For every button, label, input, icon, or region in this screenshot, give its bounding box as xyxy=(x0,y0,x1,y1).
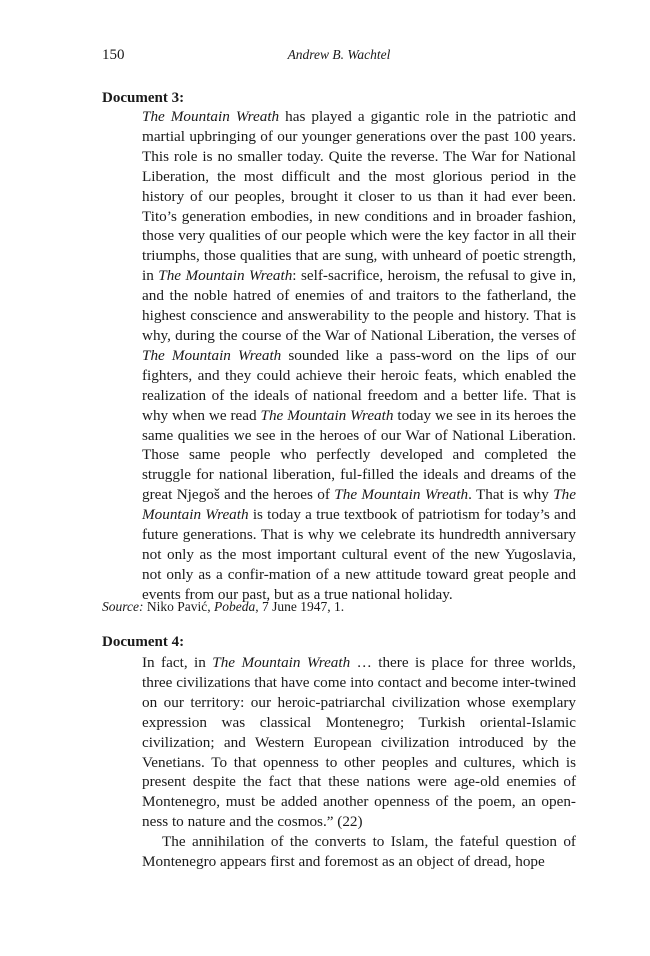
italic-title-run: The Mountain Wreath xyxy=(260,406,394,424)
italic-title-run: Pobeda xyxy=(213,599,256,614)
running-head-author: Andrew B. Wachtel xyxy=(287,47,391,62)
document-3-heading: Document 3: xyxy=(102,90,185,106)
italic-title-run: Source: xyxy=(102,599,144,614)
text-run: has played a gigantic role in the patriotic and martial upbringing of our younger generations over the past 100 years. This role is no smaller today. Quite the reverse. The War for National Liberation, the most difficult and the most glorious period in the history of our peoples, brought it closer to us than it had ever been. Tito’s generation embodies, in new conditions and in broader fashion, those very qualities of our people which were the key factor in all their triumphs, those qualities that are sung, with unheard of poetic strength, in xyxy=(142,108,576,285)
text-run: today we see in its heroes the same qualities we see in the heroes of our War of National Liberation. Those same people who perfectly developed and completed the struggle for national liberation, ful-filled the ideals and dreams of the great Njegoš and the heroes of xyxy=(142,406,576,504)
italic-title-run: The Mountain Wreath xyxy=(212,654,351,671)
text-run: : self-sacrifice, heroism, the refusal to give in, and the noble hatred of enemies of and traitors to the fatherland, the highest conscience and answerability to the people and history. That is why, during the course of the War of National Liberation, the verses of xyxy=(142,267,576,344)
running-head xyxy=(102,47,576,69)
document-4-heading: Document 4: xyxy=(102,634,185,650)
document-4-paragraph-1 xyxy=(142,653,576,832)
document-4-quote xyxy=(142,653,576,872)
text-run: The annihilation of the converts to Islam, the fateful question of Montenegro appears first and foremost as an object of dread, hope xyxy=(142,833,576,871)
italic-title-run: The Mountain Wreath xyxy=(142,486,576,524)
text-run: is today a true textbook of patriotism for today’s and future generations. That is why we celebrate its hundredth anniversary not only as the most important cultural event of the new Yugoslavia, not only as a confir-mation of a new attitude toward great people and events from our past, but as a true national holiday. xyxy=(142,506,576,603)
italic-title-run: The Mountain Wreath xyxy=(142,346,282,364)
page-number: 150 xyxy=(102,47,125,63)
text-run: , 7 June 1947, 1. xyxy=(255,599,345,614)
document-3-source-citation xyxy=(102,599,344,615)
text-run: … there is place for three worlds, three civilizations that have come into contact and become inter-twined on our territory: our heroic-patriarchal civilization whose exemplary expression was classical Montenegro; Turkish oriental-Islamic civilization; and Western European civilization introduced by the Venetians. To that openness to other peoples and cultures, which is present despite the fact that these nations were age-old enemies of Montenegro, must be added another openness of the poem, an open-ness to nature and the cosmos.” (22) xyxy=(142,654,576,831)
italic-title-run: The Mountain Wreath xyxy=(142,108,280,125)
document-3-paragraph xyxy=(142,107,576,605)
italic-title-run: The Mountain Wreath xyxy=(334,486,469,504)
text-run: In fact, in xyxy=(142,654,213,671)
text-run: sounded like a pass-word on the lips of our fighters, and they could achieve their heroic feats, which enabled the realization of the ideals of national freedom and a better life. That is why when we read xyxy=(142,346,576,424)
text-run: . That is why xyxy=(468,486,554,504)
italic-title-run: The Mountain Wreath xyxy=(158,267,293,285)
document-4-paragraph-2 xyxy=(142,832,576,872)
document-3-quote xyxy=(142,107,576,605)
text-run: Niko Pavić, xyxy=(143,599,214,614)
